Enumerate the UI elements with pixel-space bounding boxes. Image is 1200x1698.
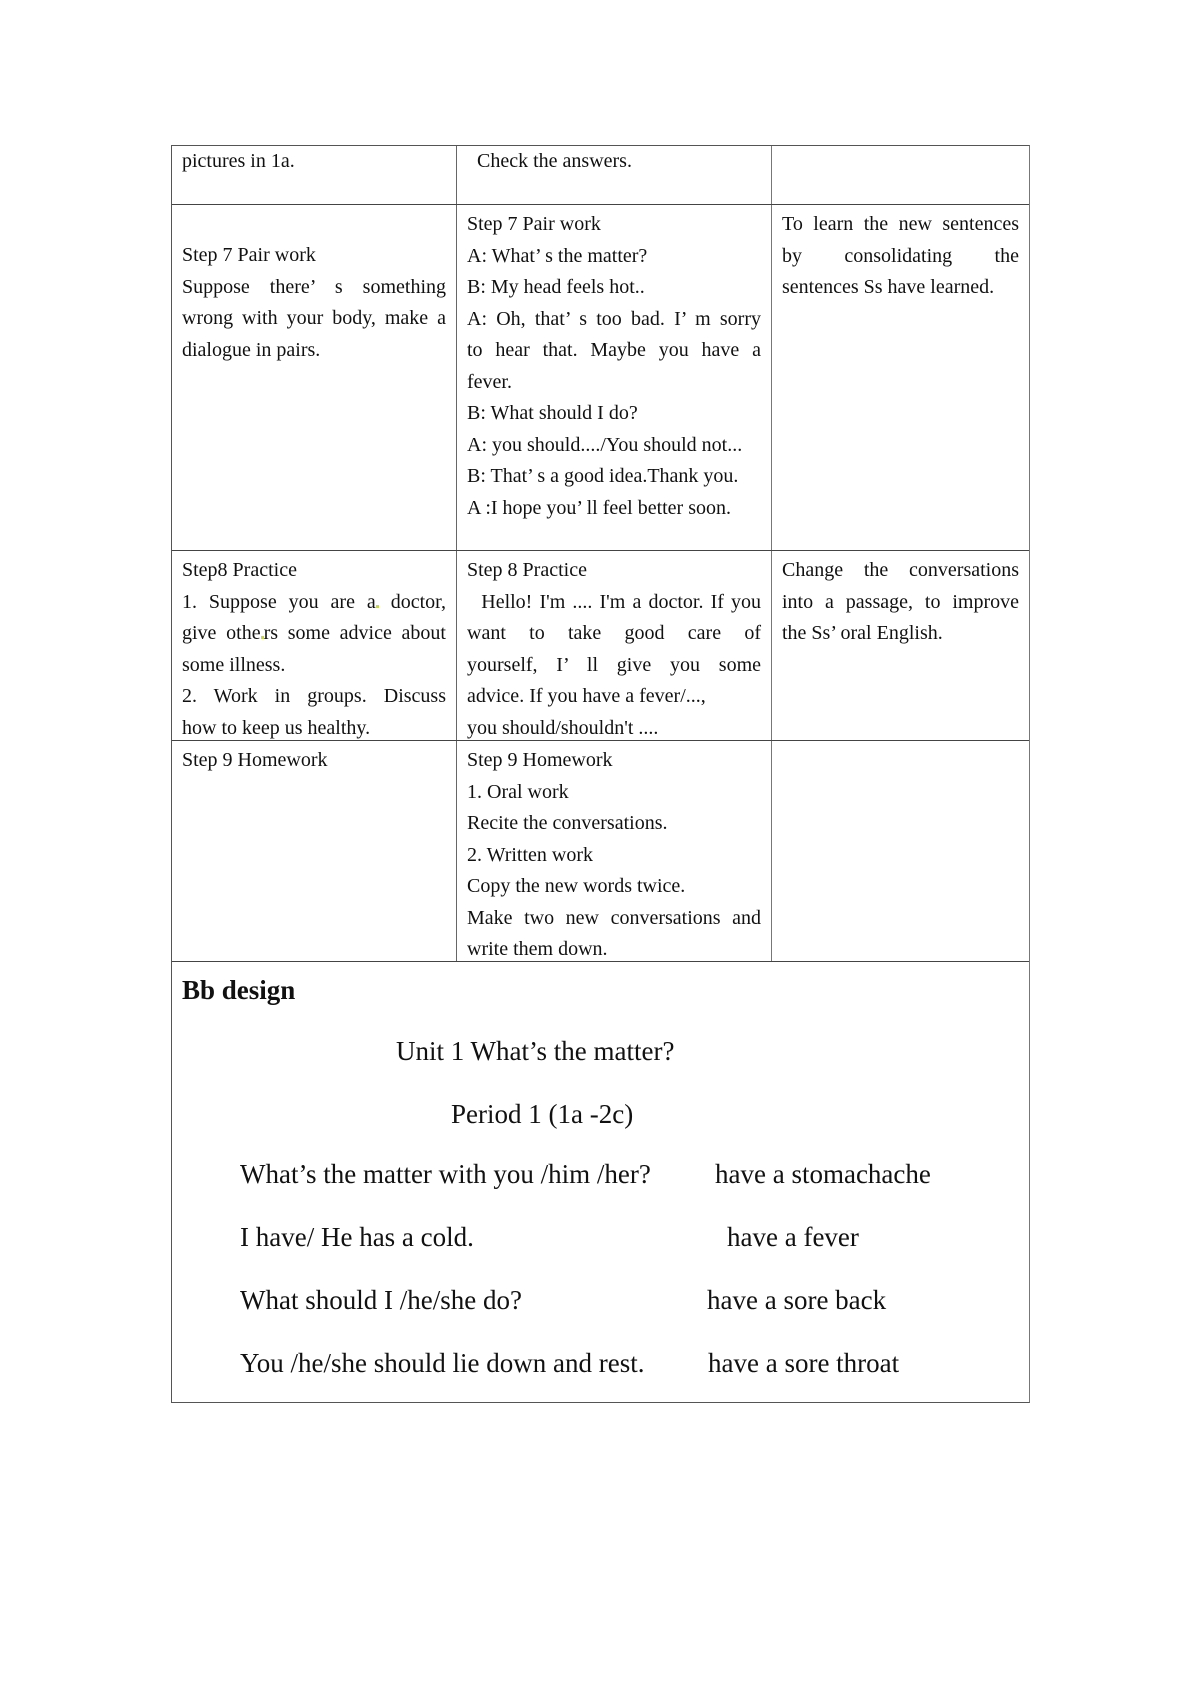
purpose-cell [772,551,1029,740]
cell-line: write them down. [467,938,608,960]
cell-line: Step8 Practice [182,559,297,581]
section-heading: Bb design [182,975,296,1005]
cell-line: some illness. [182,653,286,676]
table-row [172,551,1029,741]
cell-line: wrong with your body, make a [182,307,446,329]
cell-line: B: That’ s a good idea.Thank you. [467,465,739,487]
bb-sentence: I have/ He has a cold. [240,1222,474,1252]
bb-phrase: have a sore throat [708,1348,900,1378]
text-fragment: 1. Suppose you are a [182,590,376,613]
activity-cell [457,551,772,740]
procedure-cell [172,551,457,740]
cell-line: Check the answers. [467,150,632,172]
period-title: Period 1 (1a -2c) [451,1099,634,1129]
cell-line: B: My head feels hot.. [467,276,645,298]
procedure-cell [172,205,457,550]
lesson-plan-table [171,145,1030,1403]
unit-title: Unit 1 What’s the matter? [396,1036,675,1066]
blackboard-design-section [172,962,1029,1402]
bb-sentence: What’s the matter with you /him /her? [240,1159,651,1189]
table-row [172,741,1029,962]
bb-sentence: What should I /he/she do? [240,1285,522,1315]
cell-line: A: What’ s the matter? [467,244,648,267]
purpose-cell [772,146,1029,204]
cell-line: to hear that. Maybe you have a [467,339,761,361]
purpose-cell [772,741,1029,961]
activity-cell [457,741,772,961]
text-fragment: rs some advice about [263,622,446,644]
procedure-cell [172,741,457,961]
cell-line: Make two new conversations and [467,906,761,929]
table-row [172,146,1029,205]
cell-line: advice. If you have a fever/..., [467,685,706,707]
cell-line: B: What should I do? [467,402,638,424]
cell-line: Change the conversations [782,559,1019,581]
bb-phrase: have a stomachache [715,1159,931,1189]
cell-line: To learn the new sentences [782,213,1019,235]
cell-line: want to take good care of [467,622,761,644]
cell-line: Copy the new words twice. [467,875,686,897]
cell-line: the Ss’ oral English. [782,622,943,644]
text-fragment: doctor, [378,590,446,613]
cell-line: you should/shouldn't .... [467,716,659,739]
activity-cell [457,205,772,550]
cell-line: Suppose there’ s something [182,275,446,298]
cell-line: yourself, I’ ll give you some [467,653,761,676]
cell-line: Step 7 Pair work [182,244,316,266]
cell-line: Hello! I'm .... I'm a doctor. If you [467,590,762,613]
cell-line: Step 9 Homework [467,749,613,771]
cell-line: Step 8 Practice [467,559,587,581]
cell-line: 1. Oral work [467,780,569,803]
cell-line [182,618,446,650]
cell-line: fever. [467,370,512,393]
cell-line: dialogue in pairs. [182,338,321,361]
bb-phrase: have a sore back [707,1285,887,1315]
cell-line: Recite the conversations. [467,812,668,834]
cell-line [182,587,446,619]
bb-sentence: You /he/she should lie down and rest. [240,1348,645,1378]
cell-line: A: Oh, that’ s too bad. I’ m sorry [467,307,761,330]
cell-line: 2. Written work [467,843,594,866]
table-row [172,205,1029,551]
cell-line: A: you should..../You should not... [467,433,743,456]
text-fragment: give othe [182,622,261,644]
activity-cell [457,146,772,204]
cell-line: by consolidating the [782,244,1019,267]
cell-line: how to keep us healthy. [182,716,371,739]
cell-line: 2. Work in groups. Discuss [182,685,446,707]
bb-phrase: have a fever [727,1222,859,1252]
cell-line: Step 7 Pair work [467,213,601,235]
purpose-cell [772,205,1029,550]
procedure-cell [172,146,457,204]
cell-line: pictures in 1a. [182,150,295,172]
cell-line: A :I hope you’ ll feel better soon. [467,496,732,519]
cell-line: sentences Ss have learned. [782,276,995,298]
cell-line: Step 9 Homework [182,749,328,771]
cell-line: into a passage, to improve [782,590,1019,613]
